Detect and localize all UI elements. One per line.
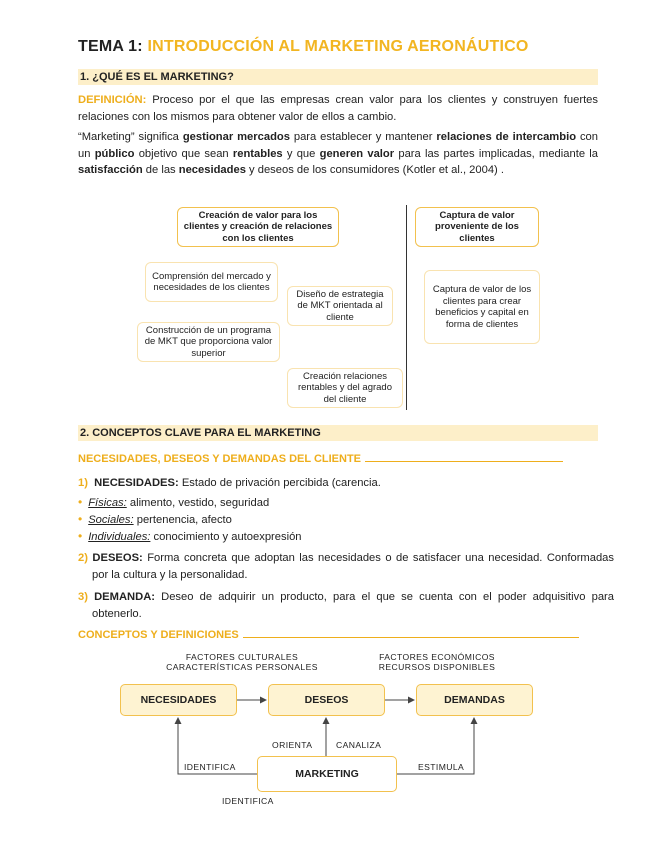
bullet-icon: • <box>78 495 83 509</box>
label-orienta: ORIENTA <box>272 740 313 750</box>
diagram-box-captura-valor: Captura de valor proveniente de los clientes <box>415 207 539 247</box>
bullet-fisicas: • Físicas: alimento, vestido, seguridad <box>78 495 270 509</box>
flow-box-necesidades: NECESIDADES <box>120 684 237 716</box>
title-prefix: TEMA 1: <box>78 38 143 55</box>
section-2-heading: 2. CONCEPTOS CLAVE PARA EL MARKETING <box>78 425 598 441</box>
diagram-box-relaciones-rentables: Creación relaciones rentables y del agrado del cliente <box>287 368 403 408</box>
label-estimula: ESTIMULA <box>418 762 465 772</box>
bullet-sociales: • Sociales: pertenencia, afecto <box>78 512 232 526</box>
diagram-box-captura-beneficios: Captura de valor de los clientes para crear beneficios y capital en forma de clientes <box>424 270 540 344</box>
bullet-individuales: • Individuales: conocimiento y autoexpresión <box>78 529 302 543</box>
label-factores-economicos: FACTORES ECONÓMICOS RECURSOS DISPONIBLES <box>378 652 496 672</box>
item-demanda: 3) DEMANDA: Deseo de adquirir un producto, para el que se cuenta con el poder adquisitivo para obtenerlo. <box>78 591 614 620</box>
label-factores-culturales: FACTORES CULTURALES CARACTERÍSTICAS PERSONALES <box>166 652 318 672</box>
bullet-icon: • <box>78 529 83 543</box>
item-necesidades: 1) NECESIDADES: Estado de privación percibida (carencia. <box>78 477 381 489</box>
title-main: INTRODUCCIÓN AL MARKETING AERONÁUTICO <box>147 38 529 55</box>
flow-box-demandas: DEMANDAS <box>416 684 533 716</box>
item-deseos: 2) DESEOS: Forma concreta que adoptan las necesidades o de satisfacer una necesidad. Conformadas por la cultura y la personalidad. <box>78 552 614 581</box>
diagram-box-diseno-estrategia: Diseño de estrategia de MKT orientada al cliente <box>287 286 393 326</box>
label-canaliza: CANALIZA <box>336 740 382 750</box>
diagram-box-programa-mkt: Construcción de un programa de MKT que proporciona valor superior <box>137 322 280 362</box>
flow-box-deseos: DESEOS <box>268 684 385 716</box>
definition-text: Proceso por el que las empresas crean valor para los clientes y construyen fuertes relaciones con los mismos para obtener valor de ellos a cambio. <box>78 94 598 123</box>
label-identifica: IDENTIFICA <box>222 796 274 806</box>
section-1-heading: 1. ¿QUÉ ES EL MARKETING? <box>78 69 598 85</box>
marketing-paragraph: “Marketing” significa gestionar mercados para establecer y mantener relaciones de intercambio con un público objetivo que sean rentables y que generen valor para las partes implicadas, mediante la satisfacción de las necesidades y deseos de los consumidores (Kotler et al., 2004) . <box>78 131 598 176</box>
diagram-box-creacion-valor: Creación de valor para los clientes y creación de relaciones con los clientes <box>177 207 339 247</box>
definition-label: DEFINICIÓN: <box>78 94 147 106</box>
diagram-box-comprension-mercado: Comprensión del mercado y necesidades de los clientes <box>145 262 278 302</box>
subheading-conceptos: CONCEPTOS Y DEFINICIONES <box>78 629 598 641</box>
bullet-icon: • <box>78 512 83 526</box>
subheading-necesidades: NECESIDADES, DESEOS Y DEMANDAS DEL CLIENTE <box>78 453 598 465</box>
flow-box-marketing: MARKETING <box>257 756 397 792</box>
label-identifica-necesidades: IDENTIFICA <box>184 762 236 772</box>
